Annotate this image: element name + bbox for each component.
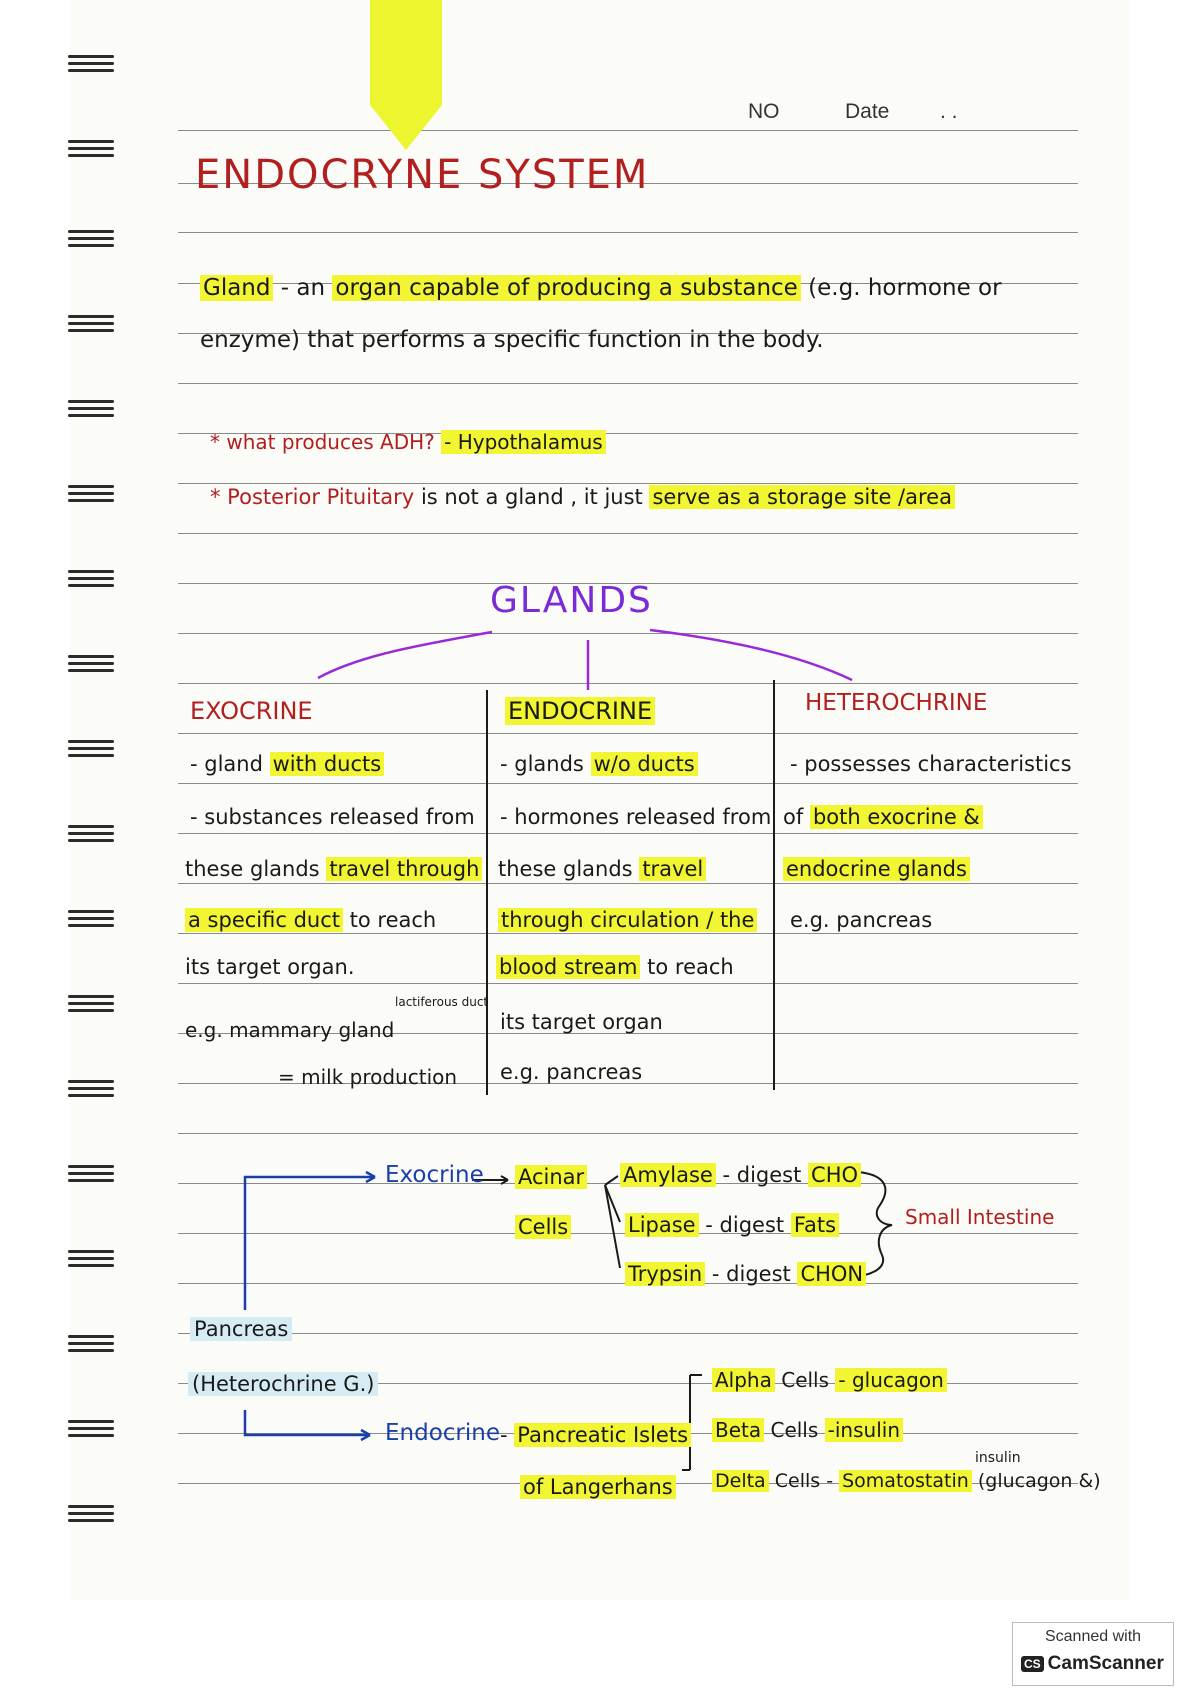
alpha-cells: Cells — [781, 1368, 830, 1392]
note-adh-question: produces ADH? — [281, 430, 435, 454]
exo-lactiferous-duct: lactiferous duct — [395, 995, 489, 1009]
delta-cells: Cells - — [774, 1470, 834, 1492]
exo-line5: its target organ. — [185, 955, 355, 979]
exo-l3-hl: travel through — [326, 857, 482, 881]
gland-dash: - an — [280, 275, 326, 301]
lipase-desc: - digest — [705, 1213, 785, 1237]
exo-l1-pre: - gland — [190, 752, 263, 776]
note-pp-highlight: serve as a storage site /area — [649, 485, 955, 509]
alpha: Alpha — [712, 1368, 775, 1392]
note-pp-prefix: * Posterior Pituitary — [210, 485, 415, 509]
exo-l4-post: to reach — [349, 908, 437, 932]
cho: CHO — [808, 1163, 861, 1187]
gland-definition-line2: enzyme) that performs a specific function in the body. — [200, 327, 824, 353]
beta-row — [712, 1418, 903, 1442]
somatostatin: Somatostatin — [839, 1470, 972, 1492]
trypsin-desc: - digest — [711, 1262, 791, 1286]
exo-line6: e.g. mammary gland — [185, 1018, 395, 1042]
endo-l5-hl: blood stream — [496, 955, 640, 979]
hetero-l3-hl: endocrine glands — [783, 857, 970, 881]
gland-def-highlight: organ capable of producing a substance — [332, 275, 800, 301]
camscanner-logo-icon: CS — [1021, 1656, 1044, 1672]
endo-line6: its target organ — [500, 1010, 663, 1034]
exo-l1-hl: with ducts — [270, 752, 385, 776]
islets-dash: - — [500, 1423, 508, 1447]
somatostatin-paren: (glucagon &) — [977, 1470, 1101, 1492]
islets-text: Pancreatic Islets — [514, 1423, 691, 1447]
camscanner-stamp — [1012, 1622, 1174, 1686]
col-exocrine-header: EXOCRINE — [190, 697, 313, 725]
islets-label — [500, 1423, 691, 1447]
page-title: ENDOCRYNE SYSTEM — [195, 152, 650, 198]
acinar-cells-text: Cells — [515, 1215, 571, 1239]
alpha-row — [712, 1368, 947, 1392]
gland-term: Gland — [200, 275, 273, 301]
amylase-desc: - digest — [722, 1163, 802, 1187]
exo-l4-hl: a specific duct — [185, 908, 343, 932]
somatostatin-sup: insulin — [975, 1450, 1021, 1466]
exo-l3-pre: these glands — [185, 857, 320, 881]
endo-l4-hl: through circulation / the — [498, 908, 757, 932]
camscanner-text: CamScanner — [1047, 1653, 1164, 1674]
hetero-line4: e.g. pancreas — [790, 908, 933, 932]
endo-line7: e.g. pancreas — [500, 1060, 643, 1084]
hetero-line1: - possesses characteristics — [790, 752, 1072, 776]
pancreas-text: Pancreas — [190, 1317, 292, 1341]
hetero-l2-pre: of — [783, 805, 804, 829]
endo-l1-hl: w/o ducts — [591, 752, 698, 776]
no-label: NO — [748, 100, 780, 123]
lipase-row — [625, 1213, 839, 1237]
insulin: -insulin — [825, 1418, 903, 1442]
small-intestine: Small Intestine — [905, 1205, 1055, 1229]
note-adh-answer: - Hypothalamus — [441, 430, 606, 454]
col-endocrine-header-text: ENDOCRINE — [505, 697, 655, 725]
endo-l1-pre: - glands — [500, 752, 584, 776]
endo-l3-hl: travel — [639, 857, 706, 881]
amylase-row — [620, 1163, 861, 1187]
chon: CHON — [797, 1262, 866, 1286]
endo-line2: - hormones released from — [500, 805, 772, 829]
gland-def-rest: (e.g. hormone or — [808, 275, 1002, 301]
camscanner-brand — [1021, 1653, 1164, 1675]
lipase: Lipase — [625, 1213, 699, 1237]
exo-line7: = milk production — [278, 1065, 458, 1089]
glucagon: - glucagon — [835, 1368, 946, 1392]
delta-row — [712, 1470, 1101, 1492]
beta: Beta — [712, 1418, 764, 1442]
langerhans-text: of Langerhans — [520, 1475, 676, 1499]
date-dots: . . — [940, 100, 958, 123]
acinar-cells — [515, 1215, 571, 1239]
pancreas-label — [190, 1317, 292, 1341]
fats: Fats — [791, 1213, 839, 1237]
trypsin: Trypsin — [625, 1262, 705, 1286]
exo-line2: - substances released from — [190, 805, 475, 829]
note-pp-mid: is not a gland , it just — [420, 485, 643, 509]
beta-cells: Cells — [770, 1418, 819, 1442]
date-label: Date — [845, 100, 890, 123]
delta: Delta — [712, 1470, 769, 1492]
heterochrine-text: (Heterochrine G.) — [188, 1372, 378, 1396]
endo-l5-post: to reach — [647, 955, 734, 979]
note-adh-prefix: * what — [210, 430, 276, 454]
endocrine-label: Endocrine — [385, 1420, 500, 1446]
trypsin-row — [625, 1262, 866, 1286]
exocrine-label: Exocrine — [385, 1162, 484, 1188]
amylase: Amylase — [620, 1163, 716, 1187]
glands-title: GLANDS — [490, 580, 653, 621]
endo-l3-pre: these glands — [498, 857, 633, 881]
langerhans-label — [520, 1475, 676, 1499]
hetero-l2-hl: both exocrine & — [810, 805, 983, 829]
acinar-label — [515, 1165, 587, 1189]
acinar-text: Acinar — [515, 1165, 587, 1189]
col-heterocrine-header: HETEROCHRINE — [805, 690, 988, 716]
heterochrine-label — [188, 1372, 378, 1396]
scanned-with: Scanned with — [1044, 1628, 1142, 1645]
